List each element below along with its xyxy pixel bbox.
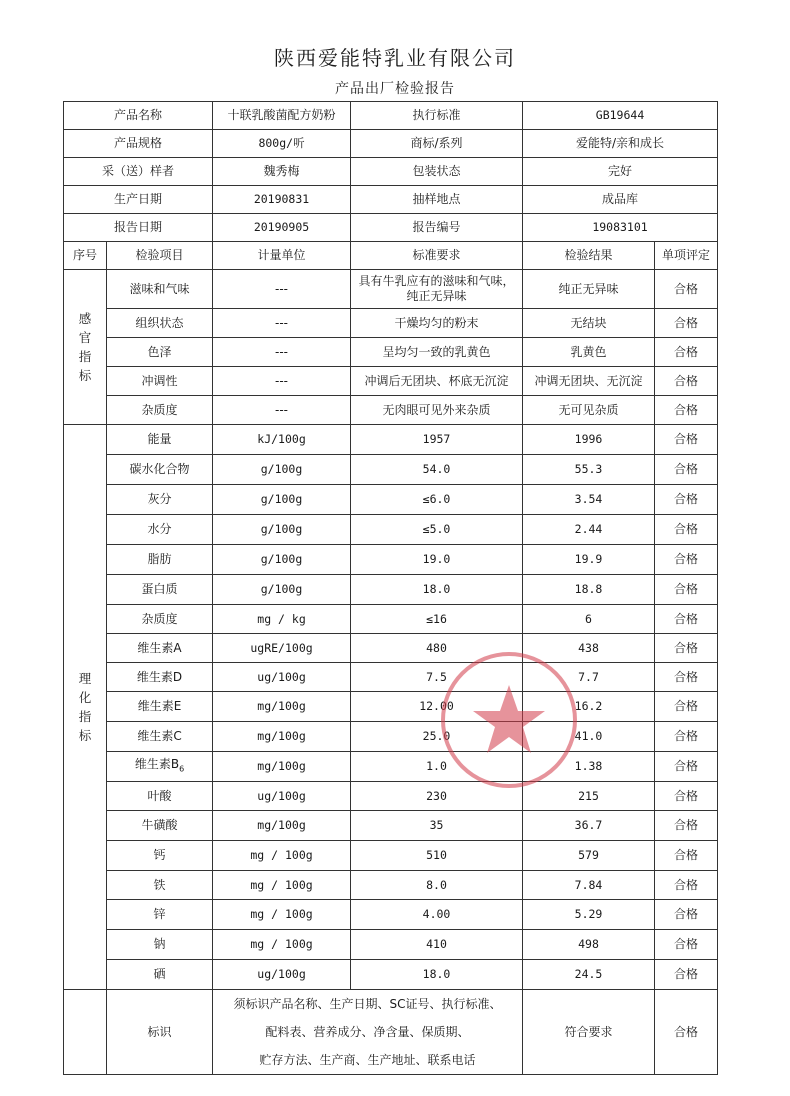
eval-cell: 合格 — [655, 663, 718, 692]
test-item: 脂肪 — [107, 545, 213, 575]
test-item: 杂质度 — [107, 396, 213, 425]
info-label: 抽样地点 — [351, 186, 523, 214]
table-row — [64, 485, 718, 515]
info-label: 执行标准 — [351, 102, 523, 130]
result-cell: 乳黄色 — [523, 338, 655, 367]
header-unit: 计量单位 — [213, 242, 351, 270]
info-row — [64, 158, 718, 186]
category-sensory: 感 官 指 标 — [64, 270, 107, 425]
header-req: 标准要求 — [351, 242, 523, 270]
requirement-cell: ≤16 — [351, 605, 523, 634]
eval-cell: 合格 — [655, 575, 718, 605]
unit-cell: mg/100g — [213, 811, 351, 841]
eval-cell: 合格 — [655, 485, 718, 515]
info-value: 完好 — [523, 158, 718, 186]
header-seq: 序号 — [64, 242, 107, 270]
requirement-cell: 7.5 — [351, 663, 523, 692]
test-item: 灰分 — [107, 485, 213, 515]
table-row — [64, 455, 718, 485]
unit-cell: mg / 100g — [213, 871, 351, 900]
table-row — [64, 663, 718, 692]
test-item: 维生素E — [107, 692, 213, 722]
table-row — [64, 367, 718, 396]
requirement-cell: 12.00 — [351, 692, 523, 722]
report-title: 产品出厂检验报告 — [335, 81, 455, 97]
result-cell: 7.84 — [523, 871, 655, 900]
info-row — [64, 214, 718, 242]
test-item: 叶酸 — [107, 782, 213, 811]
info-label: 包装状态 — [351, 158, 523, 186]
requirement-cell: 呈均匀一致的乳黄色 — [351, 338, 523, 367]
requirement-cell: 无肉眼可见外来杂质 — [351, 396, 523, 425]
info-label: 生产日期 — [64, 186, 213, 214]
eval-cell: 合格 — [655, 338, 718, 367]
unit-cell: g/100g — [213, 515, 351, 545]
info-value: 爱能特/亲和成长 — [523, 130, 718, 158]
test-item: 冲调性 — [107, 367, 213, 396]
eval-cell: 合格 — [655, 309, 718, 338]
physchem-section — [64, 425, 718, 990]
info-value: 20190905 — [213, 214, 351, 242]
result-cell: 36.7 — [523, 811, 655, 841]
eval-cell: 合格 — [655, 841, 718, 871]
unit-cell: g/100g — [213, 545, 351, 575]
unit-cell: ug/100g — [213, 782, 351, 811]
info-row — [64, 130, 718, 158]
eval-cell: 合格 — [655, 990, 718, 1075]
unit-cell: mg / kg — [213, 605, 351, 634]
test-item: 色泽 — [107, 338, 213, 367]
test-item: 能量 — [107, 425, 213, 455]
test-item: 维生素$B_6$ — [107, 752, 213, 782]
eval-cell: 合格 — [655, 722, 718, 752]
header-result: 检验结果 — [523, 242, 655, 270]
eval-cell: 合格 — [655, 782, 718, 811]
test-item: 钙 — [107, 841, 213, 871]
result-cell: 符合要求 — [523, 990, 655, 1075]
info-label: 采（送）样者 — [64, 158, 213, 186]
test-item: 牛磺酸 — [107, 811, 213, 841]
result-cell: 无结块 — [523, 309, 655, 338]
table-row — [64, 309, 718, 338]
result-cell: 215 — [523, 782, 655, 811]
result-cell: 无可见杂质 — [523, 396, 655, 425]
requirement-cell: 4.00 — [351, 900, 523, 930]
requirement-cell: 18.0 — [351, 960, 523, 990]
table-row — [64, 270, 718, 309]
table-row — [64, 930, 718, 960]
test-item: 锌 — [107, 900, 213, 930]
test-item: 组织状态 — [107, 309, 213, 338]
result-cell: 41.0 — [523, 722, 655, 752]
unit-cell: --- — [213, 338, 351, 367]
requirement-cell: 410 — [351, 930, 523, 960]
eval-cell: 合格 — [655, 396, 718, 425]
result-cell: 579 — [523, 841, 655, 871]
eval-cell: 合格 — [655, 811, 718, 841]
requirement-cell: 19.0 — [351, 545, 523, 575]
info-value: 19083101 — [523, 214, 718, 242]
result-cell: 498 — [523, 930, 655, 960]
table-row — [64, 871, 718, 900]
info-value: GB19644 — [523, 102, 718, 130]
test-item: 水分 — [107, 515, 213, 545]
test-item: 滋味和气味 — [107, 270, 213, 309]
test-item: 蛋白质 — [107, 575, 213, 605]
eval-cell: 合格 — [655, 605, 718, 634]
table-row — [64, 960, 718, 990]
test-item: 杂质度 — [107, 605, 213, 634]
result-cell: 纯正无异味 — [523, 270, 655, 309]
info-value: 魏秀梅 — [213, 158, 351, 186]
result-cell: 2.44 — [523, 515, 655, 545]
eval-cell: 合格 — [655, 515, 718, 545]
inspection-table — [63, 101, 718, 1075]
result-cell: 18.8 — [523, 575, 655, 605]
category-physchem: 理 化 指 标 — [64, 425, 107, 990]
eval-cell: 合格 — [655, 455, 718, 485]
table-row — [64, 634, 718, 663]
info-value: 十联乳酸菌配方奶粉 — [213, 102, 351, 130]
requirement-cell: 干燥均匀的粉末 — [351, 309, 523, 338]
test-item: 维生素C — [107, 722, 213, 752]
table-row — [64, 722, 718, 752]
info-label: 报告日期 — [64, 214, 213, 242]
requirement-cell: 230 — [351, 782, 523, 811]
requirement-cell: ≤5.0 — [351, 515, 523, 545]
unit-cell: mg/100g — [213, 752, 351, 782]
header-item: 检验项目 — [107, 242, 213, 270]
test-item: 铁 — [107, 871, 213, 900]
test-item: 钠 — [107, 930, 213, 960]
eval-cell: 合格 — [655, 752, 718, 782]
table-row — [64, 692, 718, 722]
header-eval: 单项评定 — [655, 242, 718, 270]
result-cell: 3.54 — [523, 485, 655, 515]
eval-cell: 合格 — [655, 634, 718, 663]
info-value: 20190831 — [213, 186, 351, 214]
column-header-row — [64, 242, 718, 270]
requirement-cell: 1957 — [351, 425, 523, 455]
table-row — [64, 545, 718, 575]
unit-cell: mg / 100g — [213, 841, 351, 871]
result-cell: 438 — [523, 634, 655, 663]
unit-cell: mg / 100g — [213, 930, 351, 960]
eval-cell: 合格 — [655, 900, 718, 930]
requirement-cell: 510 — [351, 841, 523, 871]
company-title: 陕西爱能特乳业有限公司 — [274, 46, 516, 70]
info-label: 产品名称 — [64, 102, 213, 130]
table-row — [64, 752, 718, 782]
result-cell: 1996 — [523, 425, 655, 455]
requirement-cell: 18.0 — [351, 575, 523, 605]
info-row — [64, 102, 718, 130]
eval-cell: 合格 — [655, 367, 718, 396]
result-cell: 冲调无团块、无沉淀 — [523, 367, 655, 396]
unit-cell: g/100g — [213, 485, 351, 515]
table-row — [64, 782, 718, 811]
requirement-cell: ≤6.0 — [351, 485, 523, 515]
result-cell: 24.5 — [523, 960, 655, 990]
unit-cell: --- — [213, 396, 351, 425]
eval-cell: 合格 — [655, 930, 718, 960]
test-item: 维生素D — [107, 663, 213, 692]
table-row — [64, 811, 718, 841]
unit-cell: --- — [213, 309, 351, 338]
result-cell: 6 — [523, 605, 655, 634]
labeling-row — [64, 990, 718, 1075]
requirement-cell: 480 — [351, 634, 523, 663]
info-value: 成品库 — [523, 186, 718, 214]
requirement-cell: 1.0 — [351, 752, 523, 782]
result-cell: 16.2 — [523, 692, 655, 722]
result-cell: 7.7 — [523, 663, 655, 692]
requirement-cell: 冲调后无团块、杯底无沉淀 — [351, 367, 523, 396]
unit-cell: ugRE/100g — [213, 634, 351, 663]
requirement-cell: 8.0 — [351, 871, 523, 900]
labeling-requirement: 须标识产品名称、生产日期、SC证号、执行标准、 配料表、营养成分、净含量、保质期、 贮存方法、生产商、生产地址、联系电话 — [213, 990, 523, 1075]
info-label: 报告编号 — [351, 214, 523, 242]
eval-cell: 合格 — [655, 871, 718, 900]
unit-cell: g/100g — [213, 575, 351, 605]
eval-cell: 合格 — [655, 692, 718, 722]
table-row — [64, 575, 718, 605]
info-label: 产品规格 — [64, 130, 213, 158]
result-cell: 19.9 — [523, 545, 655, 575]
table-row — [64, 396, 718, 425]
eval-cell: 合格 — [655, 960, 718, 990]
labeling-seq — [64, 990, 107, 1075]
table-row — [64, 425, 718, 455]
requirement-cell: 54.0 — [351, 455, 523, 485]
info-label: 商标/系列 — [351, 130, 523, 158]
unit-cell: --- — [213, 367, 351, 396]
eval-cell: 合格 — [655, 270, 718, 309]
eval-cell: 合格 — [655, 545, 718, 575]
table-row — [64, 515, 718, 545]
info-row — [64, 186, 718, 214]
unit-cell: --- — [213, 270, 351, 309]
unit-cell: mg/100g — [213, 692, 351, 722]
info-value: 800g/听 — [213, 130, 351, 158]
test-item: 碳水化合物 — [107, 455, 213, 485]
requirement-cell: 25.0 — [351, 722, 523, 752]
table-row — [64, 900, 718, 930]
unit-cell: kJ/100g — [213, 425, 351, 455]
result-cell: 5.29 — [523, 900, 655, 930]
table-row — [64, 841, 718, 871]
unit-cell: ug/100g — [213, 663, 351, 692]
table-row — [64, 338, 718, 367]
table-row — [64, 605, 718, 634]
result-cell: 55.3 — [523, 455, 655, 485]
unit-cell: mg / 100g — [213, 900, 351, 930]
test-item: 维生素A — [107, 634, 213, 663]
result-cell: 1.38 — [523, 752, 655, 782]
unit-cell: ug/100g — [213, 960, 351, 990]
test-item: 标识 — [107, 990, 213, 1075]
requirement-cell: 35 — [351, 811, 523, 841]
unit-cell: g/100g — [213, 455, 351, 485]
unit-cell: mg/100g — [213, 722, 351, 752]
eval-cell: 合格 — [655, 425, 718, 455]
test-item: 硒 — [107, 960, 213, 990]
requirement-cell: 具有牛乳应有的滋味和气味， 纯正无异味 — [351, 270, 523, 309]
